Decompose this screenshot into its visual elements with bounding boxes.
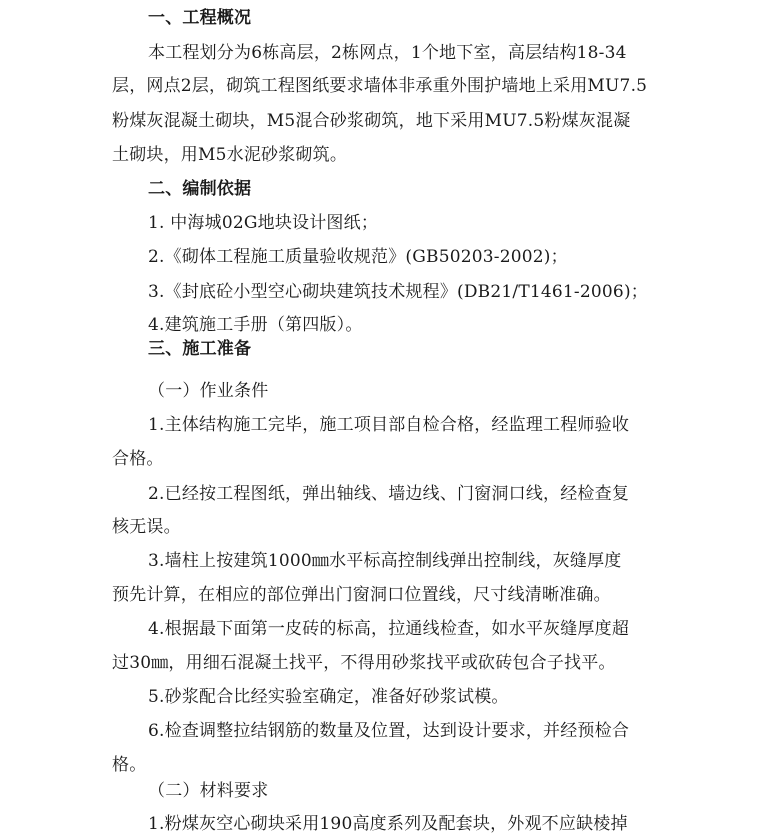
list-item: 3.《封底砼小型空心砌块建筑技术规程》(DB21/T1461-2006)； <box>148 282 648 302</box>
paragraph-line: 粉煤灰混凝土砌块，M5混合砂浆砌筑，地下采用MU7.5粉煤灰混凝 <box>112 111 631 131</box>
section-heading-basis: 二、编制依据 <box>148 179 252 199</box>
paragraph-line: 层，网点2层，砌筑工程图纸要求墙体非承重外围护墙地上采用MU7.5 <box>112 76 648 96</box>
paragraph-line: 本工程划分为6栋高层，2栋网点，1个地下室，高层结构18-34 <box>148 43 627 63</box>
list-item-line: 4.根据最下面第一皮砖的标高，拉通线检查，如水平灰缝厚度超 <box>148 619 630 639</box>
paragraph-line: 土砌块，用M5水泥砂浆砌筑。 <box>112 145 348 165</box>
list-item-line: 6.检查调整拉结钢筋的数量及位置，达到设计要求，并经预检合 <box>148 721 630 741</box>
section-heading-overview: 一、工程概况 <box>148 8 252 28</box>
list-item: 4.建筑施工手册（第四版）。 <box>148 315 363 335</box>
list-item-line: 3.墙柱上按建筑1000㎜水平标高控制线弹出控制线，灰缝厚度 <box>148 551 622 571</box>
list-item-line: 预先计算，在相应的部位弹出门窗洞口位置线，尺寸线清晰准确。 <box>112 585 611 605</box>
list-item-line: 1.主体结构施工完毕，施工项目部自检合格，经监理工程师验收 <box>148 415 630 435</box>
list-item-line: 过30㎜，用细石混凝土找平，不得用砂浆找平或砍砖包合子找平。 <box>112 653 616 673</box>
list-item-line: 核无误。 <box>112 517 181 537</box>
list-item: 1. 中海城02G地块设计图纸； <box>148 213 379 233</box>
subsection-title-conditions: （一）作业条件 <box>148 381 269 401</box>
list-item-line: 5.砂浆配合比经实验室确定，准备好砂浆试模。 <box>148 687 509 707</box>
list-item-line: 1.粉煤灰空心砌块采用190高度系列及配套块，外观不应缺棱掉 <box>148 814 628 834</box>
section-heading-preparation: 三、施工准备 <box>148 339 252 359</box>
list-item: 2.《砌体工程施工质量验收规范》(GB50203-2002)； <box>148 247 568 267</box>
subsection-title-materials: （二）材料要求 <box>148 781 269 801</box>
list-item-line: 合格。 <box>112 449 164 469</box>
list-item-line: 格。 <box>112 755 147 775</box>
list-item-line: 2.已经按工程图纸，弹出轴线、墙边线、门窗洞口线，经检查复 <box>148 484 630 504</box>
